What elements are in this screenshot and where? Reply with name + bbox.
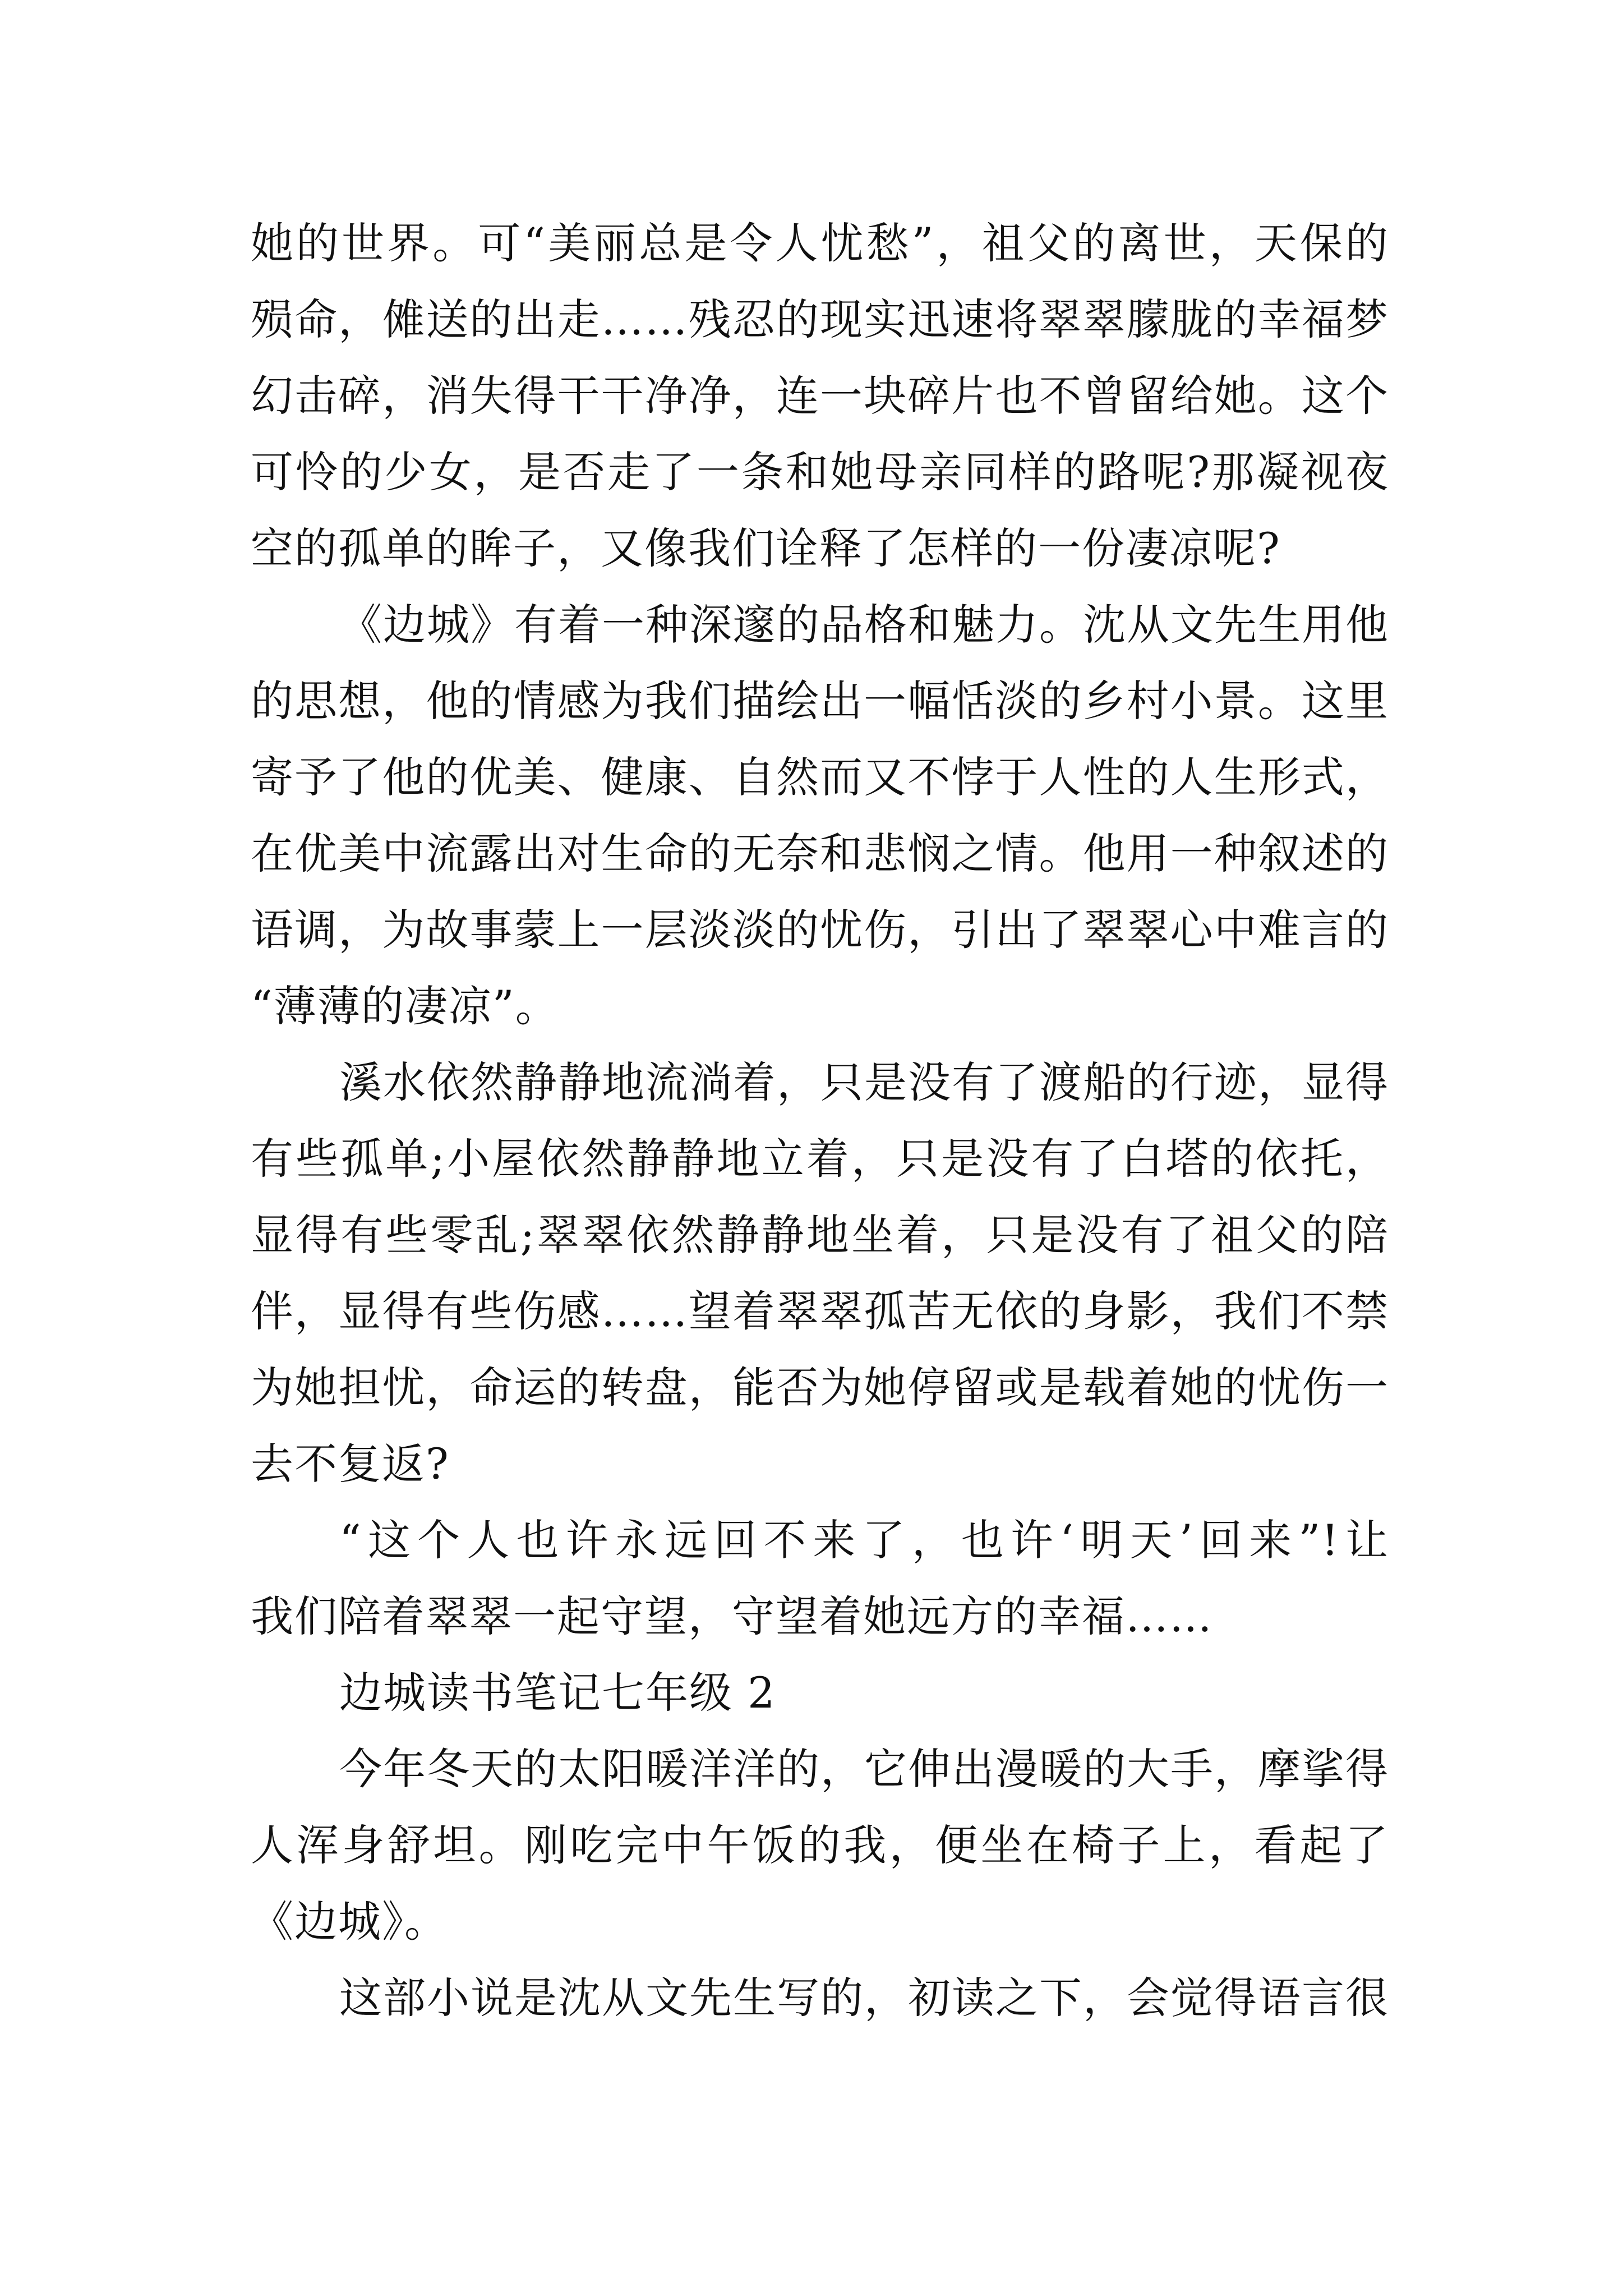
text-line: 的思想，他的情感为我们描绘出一幅恬淡的乡村小景。这里 — [251, 676, 1389, 726]
text-line: 殒命，傩送的出走……残忍的现实迅速将翠翠朦胧的幸福梦 — [251, 295, 1389, 344]
text-line: 在优美中流露出对生命的无奈和悲悯之情。他用一种叙述的 — [251, 829, 1389, 878]
text-line: 我们陪着翠翠一起守望，守望着她远方的幸福…… — [251, 1591, 1213, 1641]
paragraph-first-line: 《边城》有着一种深邃的品格和魅力。沈从文先生用他 — [339, 600, 1389, 650]
text-line: 可怜的少女，是否走了一条和她母亲同样的路呢?那凝视夜 — [251, 447, 1389, 497]
text-line: 显得有些零乱;翠翠依然静静地坐着，只是没有了祖父的陪 — [251, 1210, 1389, 1260]
text-line: 伴，显得有些伤感……望着翠翠孤苦无依的身影，我们不禁 — [251, 1286, 1389, 1336]
section-heading: 边城读书笔记七年级 2 — [339, 1668, 776, 1718]
text-line: 空的孤单的眸子，又像我们诠释了怎样的一份凄凉呢? — [251, 523, 1281, 573]
paragraph-first-line: 溪水依然静静地流淌着，只是没有了渡船的行迹，显得 — [339, 1057, 1389, 1107]
text-line: 寄予了他的优美、健康、自然而又不悖于人性的人生形式， — [251, 752, 1389, 802]
text-line: 去不复返? — [251, 1439, 450, 1489]
text-line: 幻击碎，消失得干干净净，连一块碎片也不曾留给她。这个 — [251, 371, 1389, 421]
text-line: 人浑身舒坦。刚吃完中午饭的我，便坐在椅子上，看起了 — [251, 1820, 1389, 1870]
text-line: “薄薄的凄凉”。 — [251, 981, 559, 1031]
text-line: 《边城》。 — [251, 1897, 448, 1947]
text-line: 有些孤单;小屋依然静静地立着，只是没有了白塔的依托， — [251, 1134, 1389, 1184]
paragraph-first-line: 今年冬天的太阳暖洋洋的，它伸出漫暖的大手，摩挲得 — [339, 1744, 1389, 1794]
text-line: 她的世界。可“美丽总是令人忧愁”，祖父的离世，天保的 — [251, 218, 1389, 268]
paragraph-first-line: “这个人也许永远回不来了，也许‘明天’回来”!让 — [339, 1515, 1389, 1565]
text-line: 语调，为故事蒙上一层淡淡的忧伤，引出了翠翠心中难言的 — [251, 905, 1389, 955]
paragraph-first-line: 这部小说是沈从文先生写的，初读之下，会觉得语言很 — [339, 1973, 1389, 2023]
text-line: 为她担忧，命运的转盘，能否为她停留或是载着她的忧伤一 — [251, 1363, 1389, 1412]
